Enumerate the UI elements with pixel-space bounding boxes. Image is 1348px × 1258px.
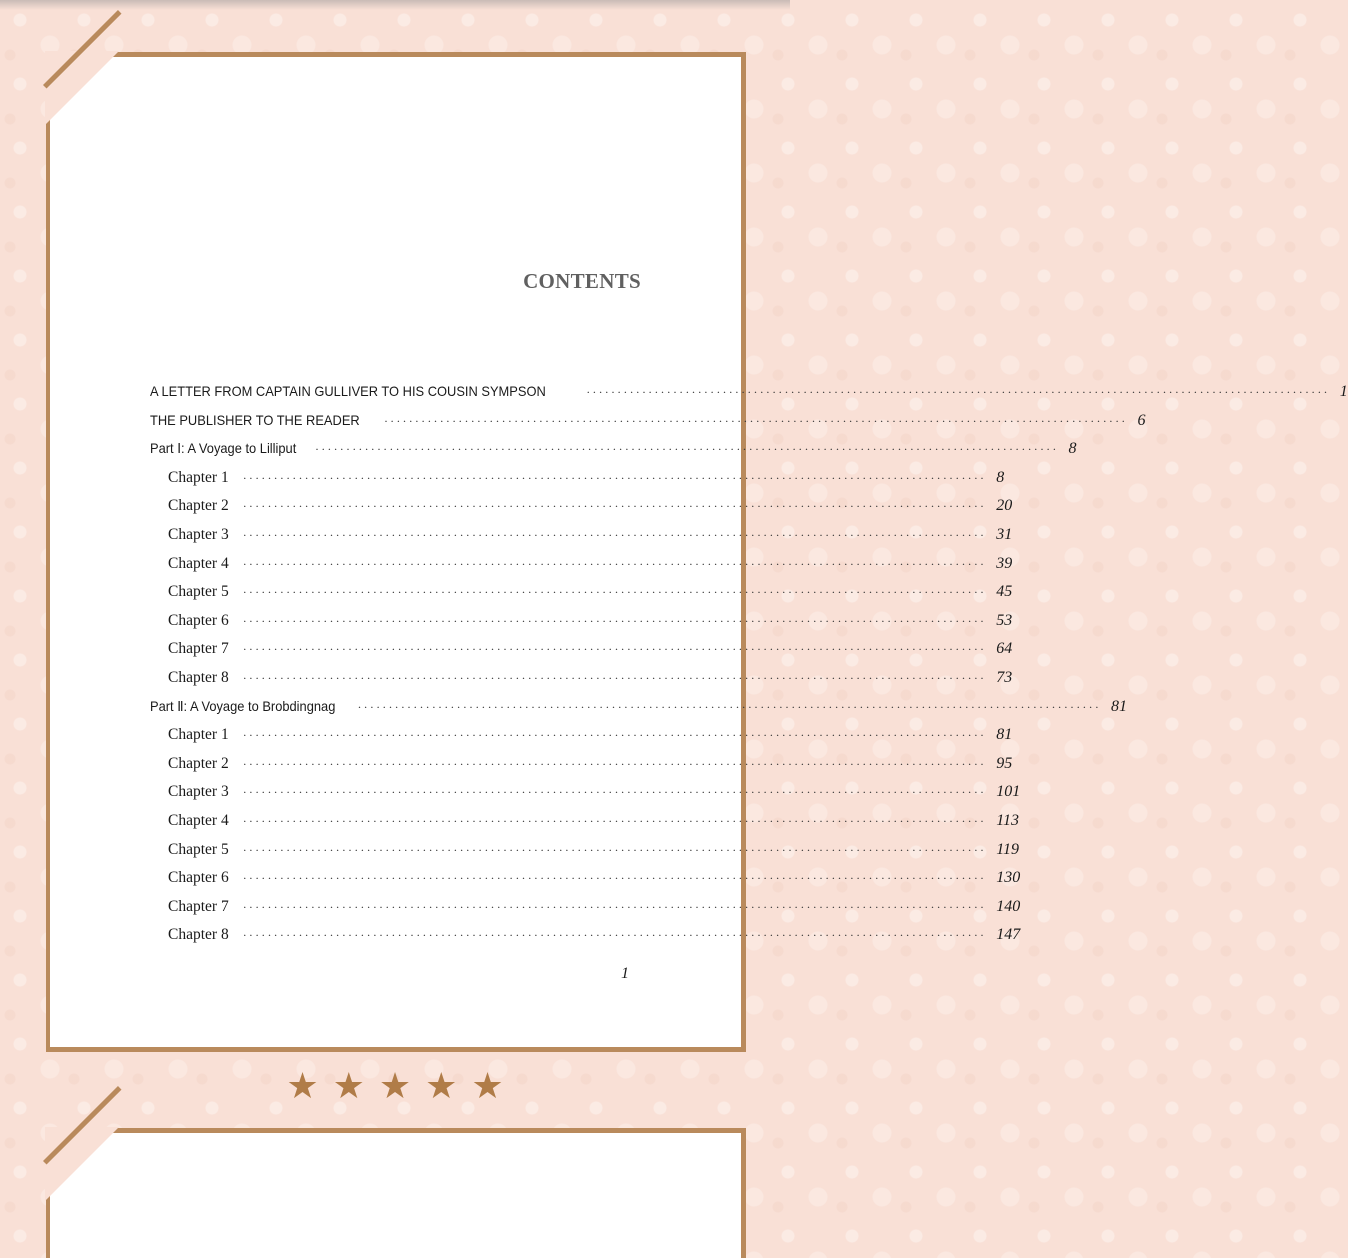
toc-entry-label: Chapter 7 [168,897,229,915]
dot-leader: ························································································································ [242,527,987,542]
dot-leader: ························································································································ [242,642,987,657]
toc-entry-page: 73 [996,668,1013,686]
toc-entry [150,440,1077,469]
dot-leader: ························································································································ [242,670,987,685]
toc-entry [150,926,1021,955]
dot-leader: ························································································································ [242,470,987,485]
toc-entry [150,840,1020,870]
toc-entry-label: Chapter 2 [168,497,229,515]
toc-entry [150,697,1128,727]
toc-entry-label: Chapter 1 [168,468,229,486]
dot-leader: ························································································································ [242,928,987,943]
dot-leader: ························································································································ [383,413,1128,428]
toc-entry-page: 53 [996,611,1013,629]
toc-entry-page: 130 [996,869,1021,887]
toc-entry-label: Chapter 4 [168,554,229,572]
toc-entry-page: 81 [996,726,1013,744]
dot-leader: ························································································································ [242,613,987,628]
dot-leader: ························································································································ [315,442,1059,457]
toc-entry [150,611,1013,641]
toc-entry [150,468,1005,498]
toc-entry [150,726,1013,755]
dot-leader: ························································································································ [242,556,987,571]
toc-entry-label: Chapter 7 [168,640,229,658]
toc-entry-page: 8 [1068,440,1077,458]
dot-leader: ························································································································ [242,785,987,800]
toc-entry-page: 20 [996,497,1013,515]
toc-entry [150,811,1020,841]
dot-leader: ························································································································ [242,499,987,514]
toc-entry-page: 45 [996,583,1013,601]
dot-leader: ························································································································ [242,813,987,828]
toc-entry-label: Chapter 5 [168,840,229,858]
toc-entry-page: 1 [1339,383,1348,400]
toc-entry-label: Chapter 5 [168,583,229,601]
toc-entry-page: 31 [996,525,1013,543]
dot-leader: ························································································································ [242,899,987,914]
toc-entry-page: 6 [1137,411,1146,429]
star-divider-icon: ★★★★★ [286,1066,518,1107]
cut-corner-decoration [45,51,125,131]
cut-corner-decoration [45,1127,125,1207]
dot-leader: ························································································································ [242,842,987,857]
toc-entry-label: Part Ⅱ: A Voyage to Brobdingnag [150,697,336,714]
toc-entry-page: 101 [996,783,1021,801]
toc-entry [150,497,1013,526]
toc-entry-label: Chapter 2 [168,754,229,772]
toc-entry-label: Chapter 1 [168,726,229,744]
dot-leader: ························································································································ [242,756,987,771]
toc-entry [150,783,1021,812]
toc-entry-page: 8 [996,468,1005,486]
toc-entry-label: Chapter 6 [168,611,229,629]
toc-entry-page: 119 [996,840,1020,858]
toc-entry-page: 147 [996,926,1021,944]
toc-entry-label: Chapter 3 [168,783,229,801]
top-shadow [0,0,790,10]
toc-entry-page: 140 [996,897,1021,915]
dot-leader: ························································································································ [242,585,987,600]
dot-leader: ························································································································ [586,385,1330,399]
toc-entry [150,754,1013,784]
toc-entry [150,640,1013,669]
dot-leader: ························································································································ [242,871,987,886]
toc-entry-page: 95 [996,754,1013,772]
page-number: 1 [621,965,629,982]
toc-entry [150,411,1146,441]
dot-leader: ························································································································ [357,699,1102,714]
toc-entry-label: Chapter 6 [168,869,229,887]
toc-entry-page: 39 [996,554,1013,572]
toc-entry-page: 64 [996,640,1013,658]
toc-entry [150,897,1021,927]
toc-entry [150,583,1013,612]
toc-entry-label: Chapter 8 [168,668,229,686]
contents-page [46,52,1348,1052]
toc-entry-page: 113 [996,811,1020,829]
toc-entry-page: 81 [1111,697,1128,715]
contents-heading: CONTENTS [523,269,641,293]
toc-entry [150,668,1013,698]
toc-entry [150,383,1348,412]
table-of-contents [150,383,1348,955]
toc-entry-label: A LETTER FROM CAPTAIN GULLIVER TO HIS COUSIN SYMPSON [150,383,546,399]
toc-entry [150,554,1013,584]
toc-entry-label: THE PUBLISHER TO THE READER [150,411,360,428]
toc-entry-label: Chapter 8 [168,926,229,944]
toc-entry-label: Chapter 4 [168,811,229,829]
toc-entry [150,869,1021,898]
next-page-preview [46,1128,746,1258]
toc-entry [150,525,1013,555]
dot-leader: ························································································································ [242,728,987,743]
toc-entry-label: Part Ⅰ: A Voyage to Lilliput [150,440,297,457]
toc-entry-label: Chapter 3 [168,525,229,543]
